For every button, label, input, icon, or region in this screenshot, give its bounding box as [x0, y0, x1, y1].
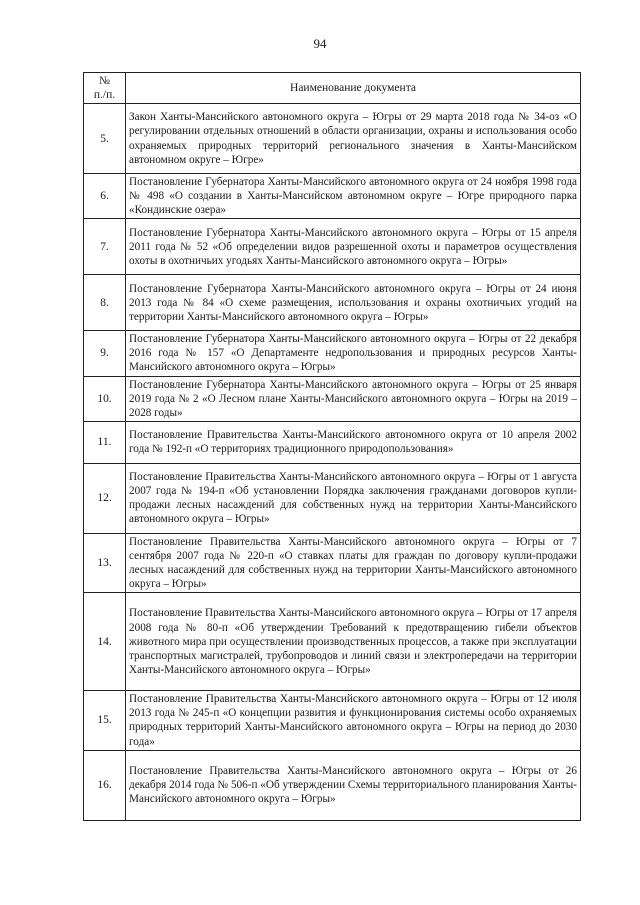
- row-number: 9.: [84, 331, 126, 376]
- page-number: 94: [313, 36, 327, 51]
- table-row: [84, 750, 581, 820]
- table-row: [84, 463, 581, 533]
- row-number: 11.: [84, 421, 126, 463]
- table-row: [84, 219, 581, 275]
- row-number: 15.: [84, 691, 126, 750]
- header-document-name: Наименование документа: [126, 73, 581, 104]
- row-number: 14.: [84, 593, 126, 691]
- row-number: 16.: [84, 750, 126, 820]
- row-number: 13.: [84, 533, 126, 592]
- table-header-row: [84, 73, 581, 104]
- row-number: 6.: [84, 174, 126, 219]
- row-number: 5.: [84, 104, 126, 174]
- table-row: [84, 376, 581, 421]
- table-row: [84, 593, 581, 691]
- document-name: Постановление Губернатора Ханты-Мансийского автономного округа от 24 ноября 1998 года № 498 «О создании в Ханты-Мансийском автономном округе – Югре природного парка «Кондинские озера»: [126, 174, 581, 219]
- document-name: Постановление Правительства Ханты-Мансийского автономного округа – Югры от 1 августа 2007 года № 194-п «Об установлении Порядка заключения гражданами договоров купли-продажи лесных насаждений для собственных нужд на территории Ханты-Мансийского автономного округа – Югры»: [126, 463, 581, 533]
- document-name: Постановление Правительства Ханты-Мансийского автономного округа – Югры от 12 июля 2013 года № 245-п «О концепции развития и функционирования системы особо охраняемых природных территорий Ханты-Мансийского автономного округа – Югры на период до 2030 года»: [126, 691, 581, 750]
- table-row: [84, 174, 581, 219]
- document-name: Постановление Губернатора Ханты-Мансийского автономного округа – Югры от 25 января 2019 года № 2 «О Лесном плане Ханты-Мансийского автономного округа – Югры на 2019 – 2028 годы»: [126, 376, 581, 421]
- table-row: [84, 533, 581, 592]
- table-row: [84, 275, 581, 331]
- table-row: [84, 421, 581, 463]
- document-name: Постановление Губернатора Ханты-Мансийского автономного округа – Югры от 15 апреля 2011 года № 52 «Об определении видов разрешенной охоты и параметров осуществления охоты в охотничьих угодьях Ханты-Мансийского автономного округа – Югры»: [126, 219, 581, 275]
- table-row: [84, 331, 581, 376]
- document-name: Постановление Губернатора Ханты-Мансийского автономного округа – Югры от 24 июня 2013 года № 84 «О схеме размещения, использования и охраны охотничьих угодий на территории Ханты-Мансийского автономного округа – Югры»: [126, 275, 581, 331]
- document-name: Постановление Правительства Ханты-Мансийского автономного округа – Югры от 17 апреля 2008 года № 80-п «Об утверждении Требований к предотвращению гибели объектов животного мира при осуществлении производственных процессов, а также при эксплуатации транспортных магистралей, трубопроводов и линий связи и электропередачи на территории Ханты-Мансийского автономного округа – Югры»: [126, 593, 581, 691]
- document-name: Постановление Правительства Ханты-Мансийского автономного округа от 10 апреля 2002 года № 192-п «О территориях традиционного природопользования»: [126, 421, 581, 463]
- row-number: 7.: [84, 219, 126, 275]
- row-number: 8.: [84, 275, 126, 331]
- row-number: 12.: [84, 463, 126, 533]
- table-row: [84, 104, 581, 174]
- table-row: [84, 691, 581, 750]
- row-number: 10.: [84, 376, 126, 421]
- document-name: Постановление Правительства Ханты-Мансийского автономного округа – Югры от 26 декабря 2014 года № 506-п «Об утверждении Схемы территориального планирования Ханты-Мансийского автономного округа – Югры»: [126, 750, 581, 820]
- header-number: № п./п.: [84, 73, 126, 104]
- documents-table: [83, 72, 581, 821]
- document-name: Постановление Правительства Ханты-Мансийского автономного округа – Югры от 7 сентября 2007 года № 220-п «О ставках платы для граждан по договору купли-продажи лесных насаждений для собственных нужд на территории Ханты-Мансийского автономного округа – Югры»: [126, 533, 581, 592]
- document-name: Постановление Губернатора Ханты-Мансийского автономного округа – Югры от 22 декабря 2016 года № 157 «О Департаменте недропользования и природных ресурсов Ханты-Мансийского автономного округа – Югры»: [126, 331, 581, 376]
- document-name: Закон Ханты-Мансийского автономного округа – Югры от 29 марта 2018 года № 34-оз «О регулировании отдельных отношений в области организации, охраны и использования особо охраняемых природных территорий регионального значения в Ханты-Мансийском автономном округе – Югре»: [126, 104, 581, 174]
